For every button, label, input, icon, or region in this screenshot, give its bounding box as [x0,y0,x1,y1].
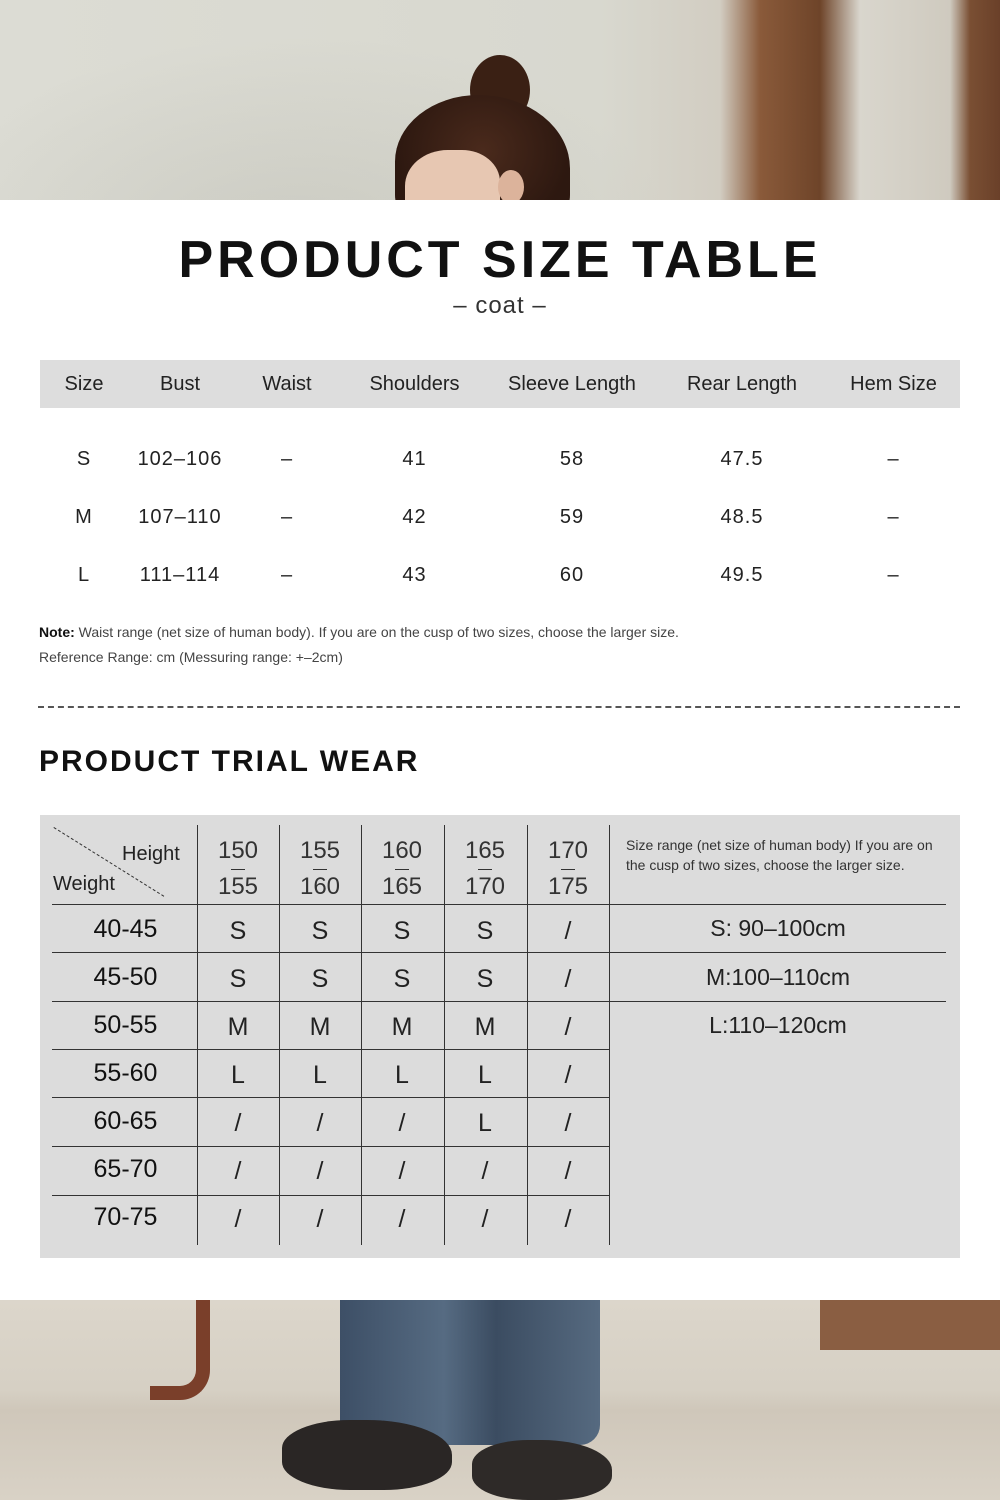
height-to: 175 [547,873,589,900]
range-dash [231,869,245,870]
wall-shade [0,0,740,200]
weight-label: 45-50 [93,963,158,991]
table-cell: – [887,448,900,470]
table-cell: 58 [559,448,585,470]
size-cell: S [229,917,247,945]
size-cell: L [395,1061,409,1089]
weight-label: 65-70 [93,1155,158,1183]
size-cell: / [398,1205,406,1233]
size-cell: S [476,917,494,945]
height-column-header [197,833,279,905]
size-cell: / [564,1109,572,1137]
table-cell: 48.5 [720,506,764,528]
size-cell: S [476,965,494,993]
range-dash [561,869,575,870]
size-cell: / [398,1109,406,1137]
weight-label: 60-65 [93,1107,158,1135]
size-cell: / [398,1157,406,1185]
size-cell: / [564,1061,572,1089]
height-from: 170 [547,837,589,864]
table-row [40,497,960,537]
grid-line [52,1049,609,1050]
page-subtitle: – coat – [453,292,547,319]
section-divider [38,706,960,708]
bust-range-s: S: 90–100cm [710,915,846,941]
bust-range-l: L:110–120cm [709,1012,847,1038]
table-cell: – [887,506,900,528]
table-cell: 111–114 [139,564,221,586]
height-to: 165 [381,873,423,900]
height-column-header [527,833,609,905]
size-cell: / [316,1109,324,1137]
table-cell: 102–106 [137,448,223,470]
weight-label: 50-55 [93,1011,158,1039]
reference-range: Reference Range: cm (Messuring range: +–2cm) [39,649,343,665]
weight-axis-label: Weight [53,873,115,895]
height-column-header [279,833,361,905]
table-cell: 107–110 [138,506,222,528]
table-row [40,439,960,479]
size-cell: S [393,917,411,945]
grid-line [52,952,946,953]
trial-wear-table [40,815,960,1258]
table-row [40,555,960,595]
table-cell: 47.5 [720,448,764,470]
size-cell: S [229,965,247,993]
column-header-size: Size [64,373,104,395]
height-to: 155 [217,873,259,900]
table-cell: 43 [402,564,427,586]
model-photo-bottom [0,1300,1000,1500]
weight-label: 70-75 [93,1203,158,1231]
size-cell: M [391,1013,413,1041]
size-cell: / [481,1157,489,1185]
table-cell: – [280,448,294,470]
column-header-waist: Waist [262,373,312,395]
table-cell: 49.5 [720,564,764,586]
wooden-furniture [820,1300,1000,1350]
size-cell: / [564,917,572,945]
column-header-rear-length: Rear Length [686,373,798,395]
grid-line [52,1097,609,1098]
size-cell: L [313,1061,327,1089]
size-cell: / [564,1157,572,1185]
table-cell: 42 [402,506,427,528]
height-from: 160 [381,837,423,864]
size-cell: / [316,1157,324,1185]
model-shoe-right [472,1440,612,1500]
size-cell: S [393,965,411,993]
height-column-header [444,833,526,905]
grid-line [52,1001,946,1002]
size-cell: S [311,917,329,945]
model-face [405,150,500,200]
height-from: 165 [464,837,506,864]
size-cell: / [234,1109,242,1137]
table-cell: S [76,448,92,470]
grid-line [52,1146,609,1147]
size-cell: / [234,1157,242,1185]
range-dash [395,869,409,870]
column-header-shoulders: Shoulders [369,373,460,395]
height-axis-label: Height [122,843,180,865]
size-table-header [40,360,960,408]
trial-wear-title: PRODUCT TRIAL WEAR [39,745,420,778]
size-cell: S [311,965,329,993]
column-header-bust: Bust [159,373,201,395]
size-cell: M [474,1013,496,1041]
height-from: 155 [299,837,341,864]
range-dash [478,869,492,870]
table-cell: 60 [559,564,585,586]
table-cell: L [77,564,91,586]
note-label: Note: [39,624,75,640]
range-dash [313,869,327,870]
size-cell: / [234,1205,242,1233]
model-photo-top [0,0,1000,200]
table-cell: – [280,506,294,528]
height-to: 170 [464,873,506,900]
grid-line [52,1195,609,1196]
table-cell: 41 [402,448,427,470]
note-text: Waist range (net size of human body). If you are on the cusp of two sizes, choose the larger size. [74,624,679,640]
size-cell: / [564,1205,572,1233]
size-cell: / [481,1205,489,1233]
size-range-note: Size range (net size of human body) If you are on the cusp of two sizes, choose the larger size. [626,837,933,873]
weight-label: 40-45 [93,915,158,943]
size-cell: / [564,1013,572,1041]
table-cell: – [280,564,294,586]
size-cell: M [309,1013,331,1041]
size-cell: L [478,1061,492,1089]
size-cell: L [231,1061,245,1089]
height-column-header [361,833,443,905]
size-cell: M [227,1013,249,1041]
page-title: PRODUCT SIZE TABLE [178,231,822,289]
size-cell: / [564,965,572,993]
size-note [39,624,679,640]
size-cell: / [316,1205,324,1233]
column-header-hem-size: Hem Size [850,373,937,395]
height-to: 160 [299,873,341,900]
table-cell: – [887,564,900,586]
weight-label: 55-60 [93,1059,158,1087]
model-ear [498,170,524,200]
table-cell: M [75,506,93,528]
column-header-sleeve-length: Sleeve Length [508,373,636,395]
model-shoe-left [282,1420,452,1490]
bust-range-m: M:100–110cm [705,964,851,990]
height-from: 150 [217,837,259,864]
size-cell: L [478,1109,492,1137]
chair-leg [150,1300,210,1400]
table-cell: 59 [559,506,585,528]
size-chart-sheet [0,200,1000,1300]
